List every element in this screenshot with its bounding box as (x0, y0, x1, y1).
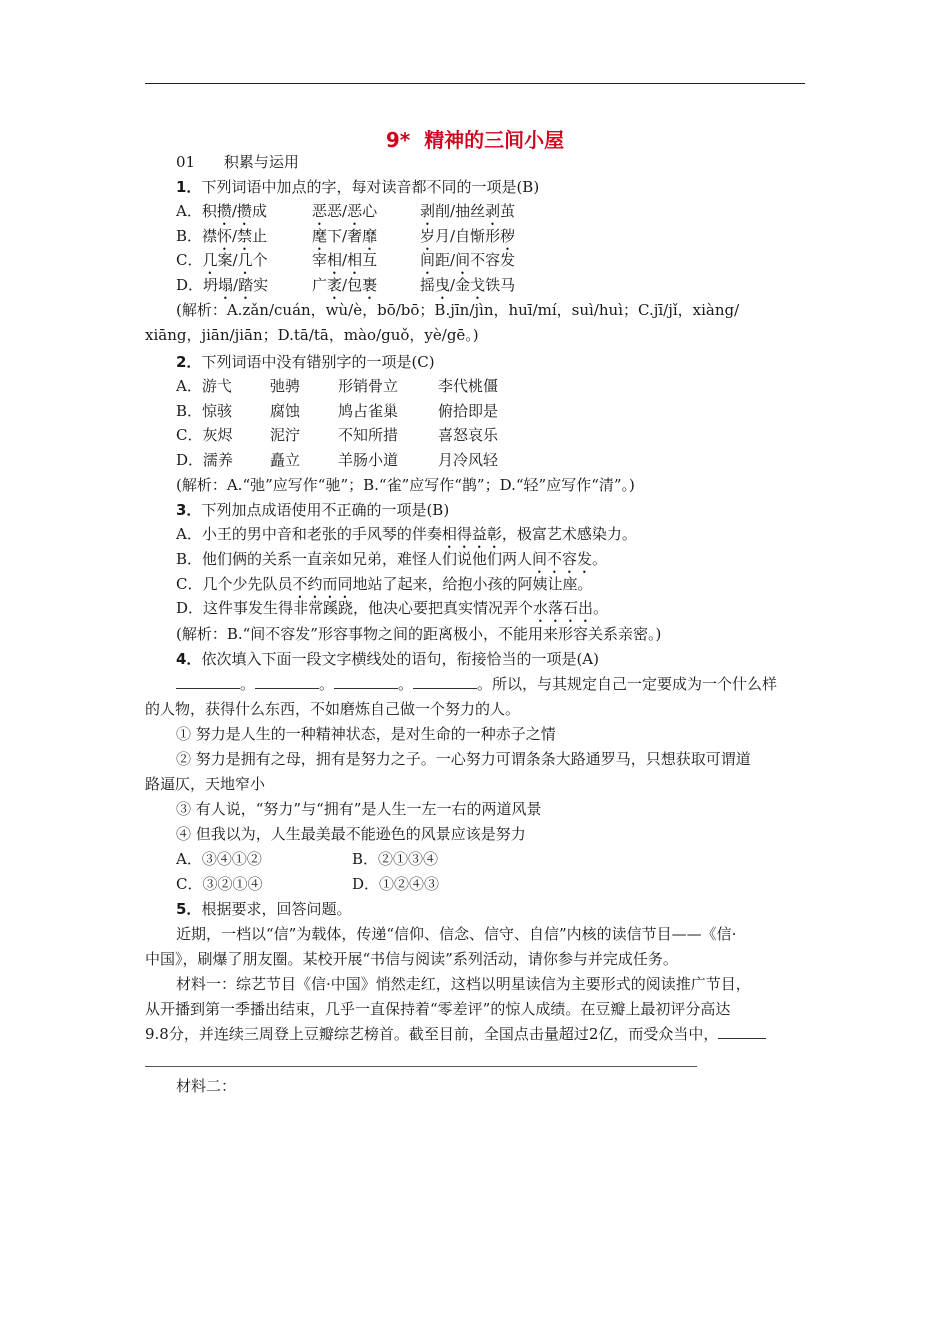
q3-analysis: (解析：B.“间不容发”形容事物之间的距离极小，不能用来形容关系亲密。) (176, 625, 662, 643)
q1-option-c: C．几案/几个 宰相/相互 间距/间不容发 (176, 251, 516, 269)
answer-blank-2[interactable] (255, 674, 319, 689)
q4-choices-row2: C．③②①④ D．①②④③ (176, 875, 440, 893)
question-2-stem: 2．下列词语中没有错别字的一项是(C) (176, 353, 435, 371)
q1-option-a: A．积攒/攒成 恶恶/恶心 剥削/抽丝剥茧 (176, 202, 516, 220)
q3-option-d: D．这件事发生得非常蹊跷，他决心要把真实情况弄个水落石出。 (176, 599, 609, 617)
q1-analysis-line2: xiāng，jiān/jiān；D.tā/tā，mào/guǒ，yè/gē。) (145, 326, 479, 344)
question-1-stem: 1．下列词语中加点的字，每对读音都不同的一项是(B) (176, 178, 540, 196)
q2-option-d: D．濡养 矗立 羊肠小道 月冷风轻 (176, 451, 499, 469)
q1-option-b: B．襟怀/禁止 麾下/奢靡 岁月/自惭形秽 (176, 227, 516, 245)
answer-blank-3[interactable] (334, 674, 398, 689)
q4-passage-line2: 的人物，获得什么东西，不如磨炼自己做一个努力的人。 (145, 700, 521, 718)
q5-intro-line1: 近期，一档以“信”为载体，传递“信仰、信念、信守、自信”内核的读信节目——《信· (176, 925, 737, 943)
q1-option-d: D．坍塌/踏实 广袤/包裹 摇曳/金戈铁马 (176, 276, 516, 294)
question-3-stem: 3．下列加点成语使用不正确的一项是(B) (176, 501, 450, 519)
section-label: 积累与运用 (223, 153, 299, 171)
answer-line[interactable] (145, 1066, 697, 1067)
q5-material1-line3: 9.8分，并连续三周登上豆瓣综艺榜首。截至目前，全国点击量超过2亿，而受众当中， (145, 1024, 766, 1044)
page-title (0, 124, 950, 153)
q2-option-b: B．惊骇 腐蚀 鸠占雀巢 俯拾即是 (176, 402, 499, 420)
answer-blank-4[interactable] (413, 674, 477, 689)
answer-blank-1[interactable] (176, 674, 240, 689)
q5-material1-line1: 材料一：综艺节目《信·中国》悄然走红，这档以明星读信为主要形式的阅读推广节目， (176, 975, 751, 993)
q5-material1-line2: 从开播到第一季播出结束，几乎一直保持着“零差评”的惊人成绩。在豆瓣上最初评分高达 (145, 1000, 731, 1018)
q4-item-4: ④ 但我以为，人生最美最不能逊色的风景应该是努力 (176, 825, 526, 843)
q4-item-2: ② 努力是拥有之母，拥有是努力之子。一心努力可谓条条大路通罗马，只想获取可谓道 (176, 750, 751, 768)
section-number: 01 (176, 153, 196, 171)
q4-item-1: ① 努力是人生的一种精神状态，是对生命的一种赤子之情 (176, 725, 556, 743)
q2-option-c: C．灰烬 泥泞 不知所措 喜怒哀乐 (176, 426, 499, 444)
question-5-stem: 5．根据要求，回答问题。 (176, 900, 352, 918)
q4-item-2-cont: 路逼仄，天地窄小 (145, 775, 266, 793)
section-heading (176, 152, 299, 172)
answer-blank-5[interactable] (718, 1024, 766, 1039)
q3-option-c: C．几个少先队员不约而同地站了起来，给抱小孩的阿姨让座。 (176, 575, 593, 593)
q3-option-a: A．小王的男中音和老张的手风琴的伴奏相得益彰，极富艺术感染力。 (176, 525, 637, 543)
question-4-stem: 4．依次填入下面一段文字横线处的语句，衔接恰当的一项是(A) (176, 650, 599, 668)
q2-analysis: (解析：A.“弛”应写作“驰”；B.“雀”应写作“鹊”；D.“轻”应写作“清”。) (176, 476, 635, 494)
q4-item-3: ③ 有人说，“努力”与“拥有”是人生一左一右的两道风景 (176, 800, 542, 818)
q5-intro-line2: 中国》，刷爆了朋友圈。某校开展“书信与阅读”系列活动，请你参与并完成任务。 (145, 950, 678, 968)
header-rule (145, 83, 805, 84)
lesson-title: 精神的三间小屋 (424, 128, 565, 152)
lesson-number: 9* (385, 128, 411, 152)
q4-choices-row1: A．③④①② B．②①③④ (176, 850, 439, 868)
q5-material2-label: 材料二： (176, 1077, 237, 1095)
q4-passage-line1: 。 。 。 。所以，与其规定自己一定要成为一个什么样 (176, 674, 777, 694)
q3-option-b: B．他们俩的关系一直亲如兄弟，难怪人们说他们两人间不容发。 (176, 550, 608, 568)
q2-option-a: A．游弋 弛骋 形销骨立 李代桃僵 (176, 377, 499, 395)
q1-analysis-line1: (解析：A.zǎn/cuán，wù/è，bō/bō；B.jīn/jìn，huī/mí，suì/huì；C.jī/jǐ，xiàng/ (176, 301, 740, 319)
